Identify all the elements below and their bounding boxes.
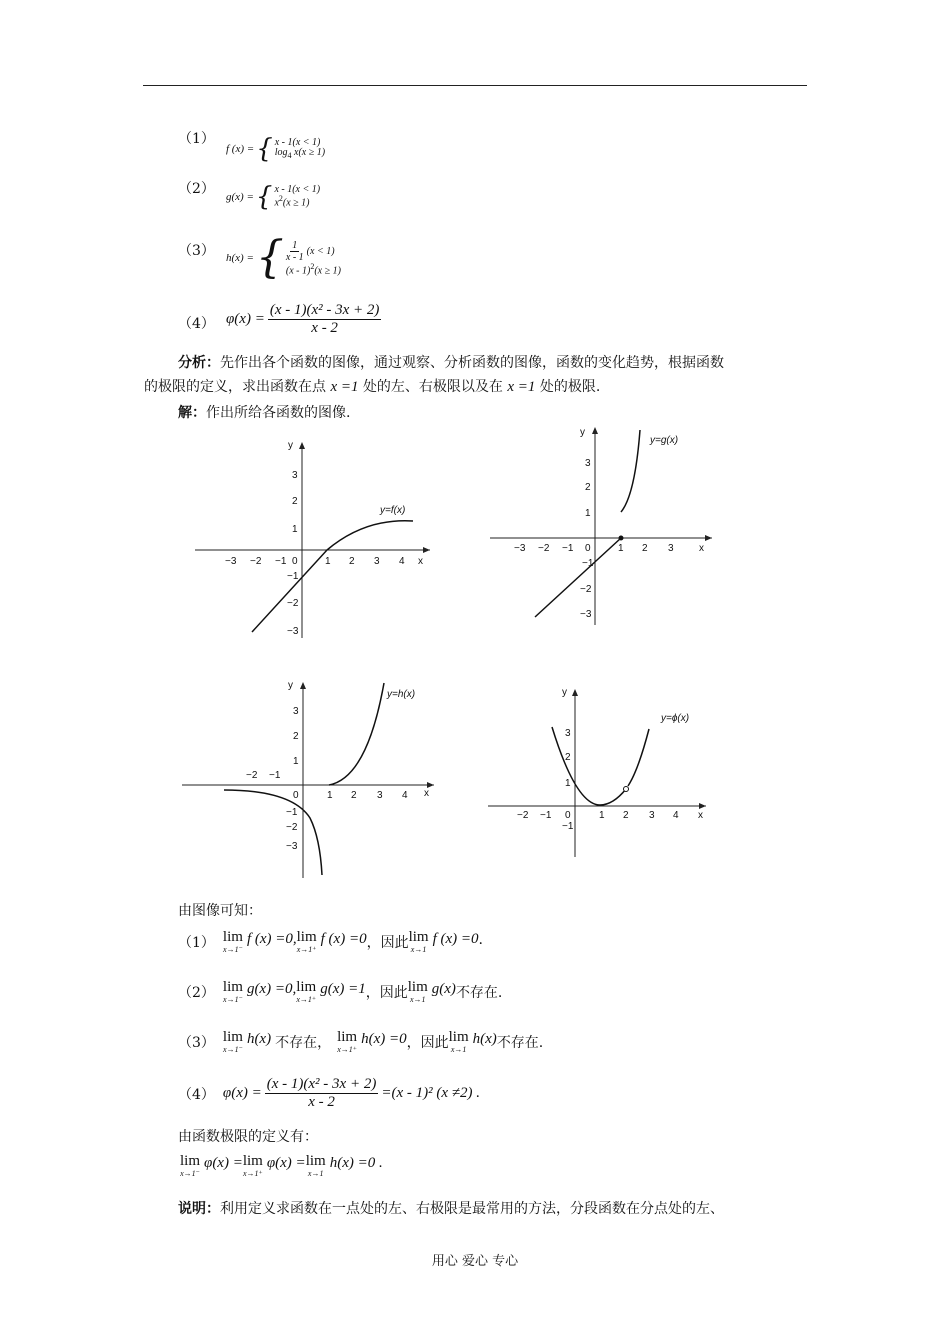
y-ticks [286, 706, 299, 852]
note-line: 说明：利用定义求函数在一点处的左、右极限是最常用的方法，分段函数在分点处的左、 [178, 1201, 724, 1217]
svg-text:4: 4 [402, 790, 408, 801]
y-ticks [287, 470, 299, 637]
result-1: （1） lim x→1⁻ f (x) =0, lim x→1⁺ f (x) =0 ，因此 lim x→1 f (x) =0 . [178, 929, 483, 954]
svg-text:1: 1 [618, 543, 624, 554]
limit: lim x→1 [407, 979, 428, 1004]
graph-label: y=h(x) [387, 689, 416, 700]
svg-text:−2: −2 [538, 543, 550, 554]
final-limit: lim x→1⁻ φ(x) = lim x→1⁺ φ(x) = lim x→1 h(x) =0 . [180, 1153, 383, 1178]
limit: lim x→1⁻ [180, 1153, 201, 1178]
problem-1: （1） [178, 131, 215, 147]
curve-f [252, 521, 413, 632]
svg-text:1: 1 [585, 508, 591, 519]
svg-text:1: 1 [325, 556, 331, 567]
graph-label: y=f(x) [380, 505, 406, 516]
problem-4: （4） [178, 316, 215, 332]
svg-text:3: 3 [585, 458, 591, 469]
svg-text:2: 2 [585, 482, 591, 493]
svg-text:−3: −3 [225, 556, 237, 567]
svg-text:1: 1 [327, 790, 333, 801]
by-definition-line: 由函数极限的定义有： [178, 1129, 318, 1145]
svg-text:0: 0 [565, 810, 571, 821]
svg-text:−2: −2 [287, 598, 299, 609]
limit: lim x→1⁻ [222, 1029, 243, 1054]
fraction: $\frac{\text{(x - 1)(x² - 3x + 2)}}{x - 2}$ [269, 302, 380, 336]
endpoint [619, 536, 624, 541]
svg-text:−2: −2 [250, 556, 262, 567]
svg-text:3: 3 [649, 810, 655, 821]
svg-text:1: 1 [565, 778, 571, 789]
svg-text:−1: −1 [286, 807, 298, 818]
svg-text:−3: −3 [580, 609, 592, 620]
graph-label: y=ϕ(x) [661, 713, 690, 724]
svg-text:1: 1 [293, 756, 299, 767]
svg-text:−1: −1 [562, 821, 574, 832]
graph-f [195, 438, 435, 643]
problem-2: （2） [178, 181, 215, 197]
result-3: （3） lim x→1⁻ h(x) 不存在， lim x→1⁺ h(x) =0 ，因此 lim x→1 h(x) 不存在. [178, 1029, 544, 1054]
problem-2-formula: g(x) = { x - 1(x < 1) $x^2(x \ge 1)$ [226, 182, 321, 212]
problem-1-formula: f (x) = { x - 1(x < 1) $\log_4 x(x \ge 1)$ [226, 134, 326, 164]
x-ticks [514, 543, 674, 554]
svg-text:0: 0 [585, 543, 591, 554]
limit: lim x→1⁺ [296, 929, 317, 954]
y-axis-label: y [580, 427, 585, 438]
analysis-line-2: 的极限的定义，求出函数在点 x =1 处的左、右极限以及在 x =1 处的极限. [144, 379, 601, 395]
result-4: （4） φ(x) = $\frac{\text{(x - 1)(x² - 3x + 2)}}{x - 2}$ =(x - 1)² (x ≠2) . [178, 1076, 480, 1110]
svg-text:−1: −1 [287, 571, 299, 582]
svg-text:−3: −3 [287, 626, 299, 637]
problem-3-formula: h(x) = { $\frac{1}{x - 1}$ (x < 1) (x - 1)$^2$(x ≥ 1) [226, 232, 341, 283]
limit: lim x→1⁻ [222, 979, 243, 1004]
svg-text:4: 4 [399, 556, 405, 567]
limit: lim x→1 [305, 1153, 326, 1178]
page-footer: 用心 爱心 专心 [431, 1254, 519, 1269]
graph-phi [488, 685, 713, 860]
svg-text:2: 2 [642, 543, 648, 554]
svg-text:3: 3 [565, 728, 571, 739]
x-axis-label: x [418, 556, 423, 567]
limit: lim x→1⁺ [242, 1153, 263, 1178]
svg-text:1: 1 [599, 810, 605, 821]
graph-g [490, 425, 720, 630]
svg-text:0: 0 [293, 790, 299, 801]
curve-h-left [224, 790, 322, 875]
limit: lim x→1⁺ [337, 1029, 358, 1054]
svg-text:2: 2 [293, 731, 299, 742]
graph-label: y=g(x) [650, 435, 679, 446]
solution-line: 解：作出所给各函数的图像. [178, 405, 351, 421]
limit: lim x→1⁻ [222, 929, 243, 954]
svg-text:3: 3 [668, 543, 674, 554]
curve-h-right [329, 683, 384, 785]
svg-text:3: 3 [374, 556, 380, 567]
svg-text:2: 2 [565, 752, 571, 763]
x-axis-label: x [698, 810, 703, 821]
svg-text:−1: −1 [582, 558, 594, 569]
svg-text:1: 1 [292, 524, 298, 535]
brace: { [256, 134, 273, 164]
svg-text:−1: −1 [275, 556, 287, 567]
fraction: $\frac{\text{(x - 1)(x² - 3x + 2)}}{x - 2}$ [266, 1076, 377, 1110]
problem-4-formula: φ(x) = $\frac{\text{(x - 1)(x² - 3x + 2)}}{x - 2}$ [226, 302, 380, 336]
graph-h [182, 678, 442, 883]
svg-text:3: 3 [292, 470, 298, 481]
curve-phi-right [628, 729, 649, 786]
svg-text:−2: −2 [517, 810, 529, 821]
problem-3: （3） [178, 243, 215, 259]
limit: lim x→1⁺ [296, 979, 317, 1004]
x-ticks [517, 810, 679, 821]
svg-text:−1: −1 [269, 770, 281, 781]
svg-text:−2: −2 [246, 770, 258, 781]
svg-text:0: 0 [292, 556, 298, 567]
y-axis-label: y [288, 440, 293, 451]
svg-text:2: 2 [292, 496, 298, 507]
limit: lim x→1 [408, 929, 429, 954]
svg-text:−1: −1 [540, 810, 552, 821]
svg-text:3: 3 [293, 706, 299, 717]
limit: lim x→1 [448, 1029, 469, 1054]
x-axis-label: x [699, 543, 704, 554]
analysis-line-1: 分析：先作出各个函数的图像，通过观察、分析函数的图像，函数的变化趋势，根据函数 [178, 355, 724, 371]
svg-text:−3: −3 [514, 543, 526, 554]
y-ticks [580, 458, 594, 620]
curve-phi [552, 727, 626, 805]
y-axis-label: y [288, 680, 293, 691]
curve-g-right [621, 430, 640, 512]
svg-text:2: 2 [349, 556, 355, 567]
result-2: （2） lim x→1⁻ g(x) =0, lim x→1⁺ g(x) =1 ，因此 lim x→1 g(x) 不存在. [178, 979, 503, 1004]
fraction: $\frac{1}{x - 1}$ [285, 239, 304, 263]
y-axis-label: y [562, 687, 567, 698]
svg-text:2: 2 [623, 810, 629, 821]
header-rule [143, 85, 807, 86]
svg-text:4: 4 [673, 810, 679, 821]
svg-text:−2: −2 [286, 822, 298, 833]
hole-point [624, 787, 629, 792]
x-ticks [225, 556, 405, 567]
from-graph-line: 由图像可知： [178, 903, 262, 919]
svg-text:−1: −1 [562, 543, 574, 554]
svg-text:−3: −3 [286, 841, 298, 852]
svg-text:2: 2 [351, 790, 357, 801]
x-axis-label: x [424, 788, 429, 799]
svg-text:−2: −2 [580, 584, 592, 595]
svg-text:3: 3 [377, 790, 383, 801]
